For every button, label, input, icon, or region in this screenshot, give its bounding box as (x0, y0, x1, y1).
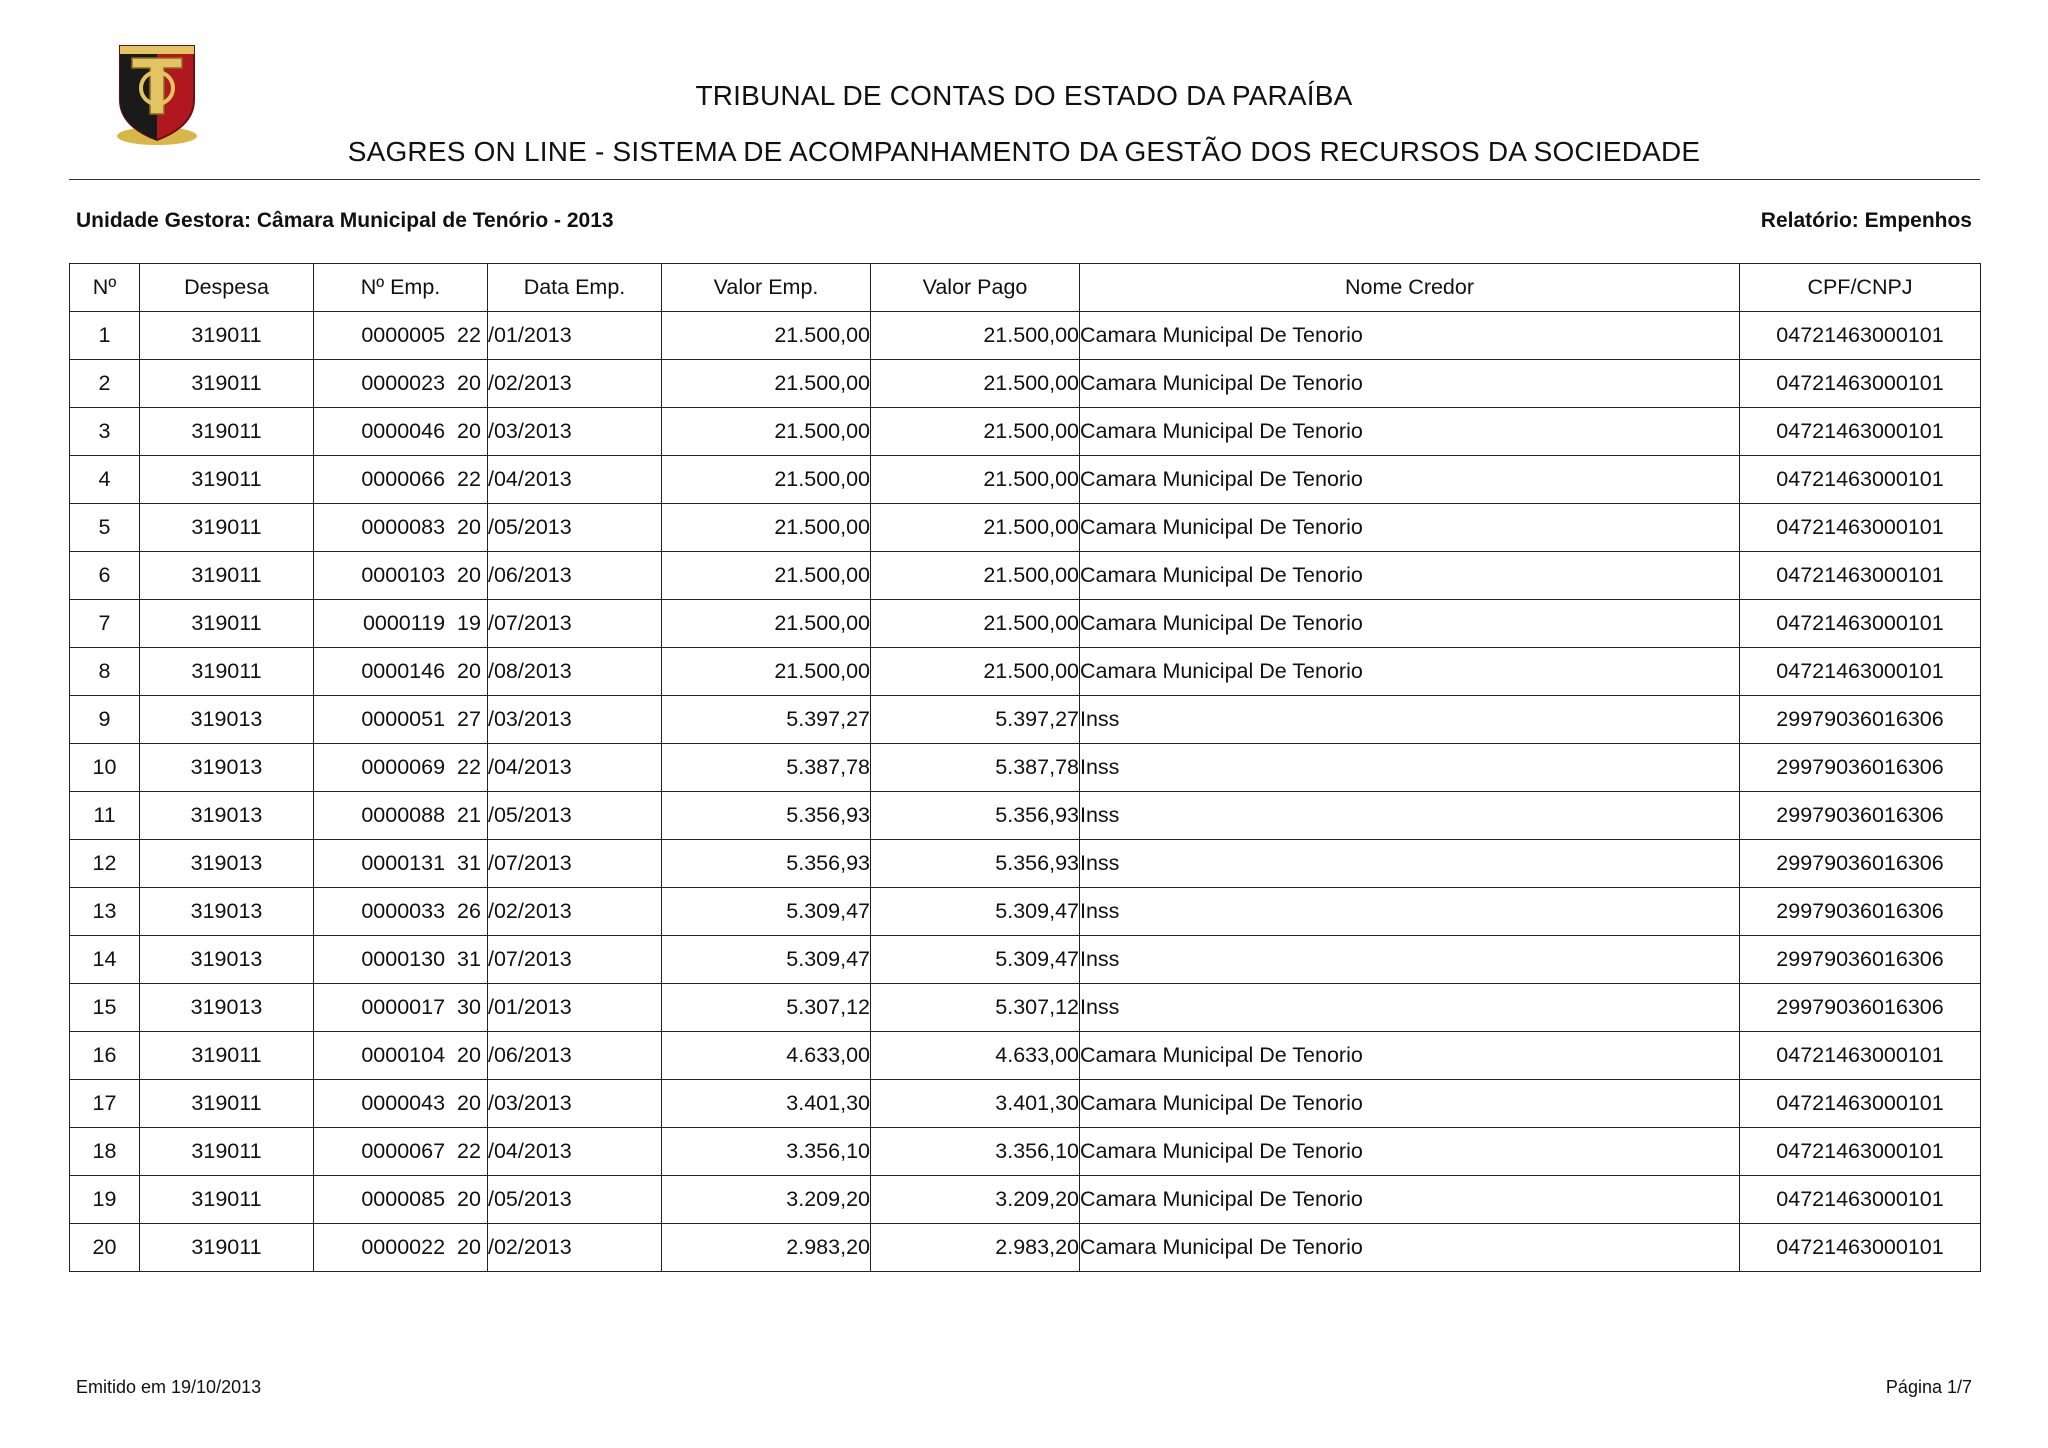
spacer (445, 851, 457, 875)
table-row (70, 936, 1981, 984)
row-number: 12 (70, 840, 140, 888)
cpf-cnpj: 04721463000101 (1740, 648, 1981, 696)
commitment-date: /05/2013 (488, 792, 662, 840)
commitment-value: 21.500,00 (662, 312, 871, 360)
expense-code: 319013 (140, 984, 314, 1032)
commitment-number: 0000022 (361, 1235, 446, 1259)
expense-code: 319013 (140, 792, 314, 840)
commitment-date: /06/2013 (488, 1032, 662, 1080)
header-divider (69, 179, 1980, 180)
paid-value: 5.307,12 (871, 984, 1080, 1032)
creditor-name: Inss (1080, 792, 1740, 840)
commitment-value: 21.500,00 (662, 552, 871, 600)
paid-value: 21.500,00 (871, 504, 1080, 552)
creditor-name: Inss (1080, 696, 1740, 744)
commitment-value: 5.356,93 (662, 792, 871, 840)
cpf-cnpj: 04721463000101 (1740, 1128, 1981, 1176)
spacer (445, 803, 457, 827)
commitment-day: 19 (457, 611, 481, 635)
commitment-value: 21.500,00 (662, 648, 871, 696)
commitment-value: 21.500,00 (662, 456, 871, 504)
commitment-value: 5.309,47 (662, 936, 871, 984)
table-row (70, 840, 1981, 888)
commitment-number: 0000005 (361, 323, 446, 347)
spacer (445, 563, 457, 587)
row-number: 1 (70, 312, 140, 360)
commitment-date: /01/2013 (488, 312, 662, 360)
table-row (70, 696, 1981, 744)
expense-code: 319011 (140, 312, 314, 360)
commitment-number: 0000119 (362, 611, 446, 635)
commitment-date: /03/2013 (488, 696, 662, 744)
cpf-cnpj: 29979036016306 (1740, 840, 1981, 888)
cpf-cnpj: 29979036016306 (1740, 792, 1981, 840)
table-row (70, 648, 1981, 696)
creditor-name: Camara Municipal De Tenorio (1080, 600, 1740, 648)
creditor-name: Camara Municipal De Tenorio (1080, 552, 1740, 600)
table-row (70, 1032, 1981, 1080)
table-row (70, 312, 1981, 360)
commitment-date: /04/2013 (488, 744, 662, 792)
commitment-value: 3.401,30 (662, 1080, 871, 1128)
spacer (445, 1043, 457, 1067)
spacer (445, 995, 457, 1019)
table-row (70, 456, 1981, 504)
col-cpf-cnpj-header: CPF/CNPJ (1740, 264, 1981, 312)
expense-code: 319011 (140, 504, 314, 552)
commitment-number-cell (314, 648, 488, 696)
commitment-number-cell (314, 840, 488, 888)
col-number-header: Nº (70, 264, 140, 312)
table-row (70, 408, 1981, 456)
row-number: 17 (70, 1080, 140, 1128)
commitment-value: 2.983,20 (662, 1224, 871, 1272)
commitment-day: 26 (457, 899, 481, 923)
cpf-cnpj: 29979036016306 (1740, 696, 1981, 744)
creditor-name: Camara Municipal De Tenorio (1080, 312, 1740, 360)
commitment-day: 27 (457, 707, 481, 731)
row-number: 8 (70, 648, 140, 696)
commitment-value: 3.356,10 (662, 1128, 871, 1176)
row-number: 11 (70, 792, 140, 840)
creditor-name: Inss (1080, 744, 1740, 792)
commitment-value: 21.500,00 (662, 600, 871, 648)
paid-value: 21.500,00 (871, 648, 1080, 696)
commitment-date: /04/2013 (488, 456, 662, 504)
commitment-number-cell (314, 744, 488, 792)
row-number: 14 (70, 936, 140, 984)
commitment-number-cell (314, 1128, 488, 1176)
row-number: 5 (70, 504, 140, 552)
paid-value: 21.500,00 (871, 552, 1080, 600)
table-row (70, 504, 1981, 552)
row-number: 4 (70, 456, 140, 504)
commitment-value: 3.209,20 (662, 1176, 871, 1224)
spacer (445, 1235, 457, 1259)
paid-value: 3.401,30 (871, 1080, 1080, 1128)
commitment-day: 31 (457, 947, 481, 971)
commitment-number: 0000130 (361, 947, 446, 971)
cpf-cnpj: 04721463000101 (1740, 1080, 1981, 1128)
commitment-number: 0000043 (361, 1091, 446, 1115)
expense-code: 319011 (140, 456, 314, 504)
spacer (445, 1139, 457, 1163)
expense-code: 319013 (140, 888, 314, 936)
table-row (70, 888, 1981, 936)
paid-value: 2.983,20 (871, 1224, 1080, 1272)
commitment-number-cell (314, 984, 488, 1032)
commitment-number-cell (314, 888, 488, 936)
paid-value: 21.500,00 (871, 600, 1080, 648)
spacer (445, 707, 457, 731)
expense-code: 319011 (140, 1176, 314, 1224)
expense-code: 319011 (140, 1080, 314, 1128)
commitment-number-cell (314, 312, 488, 360)
commitment-number-cell (314, 936, 488, 984)
institution-title: TRIBUNAL DE CONTAS DO ESTADO DA PARAÍBA (695, 80, 1353, 111)
table-row (70, 552, 1981, 600)
creditor-name: Camara Municipal De Tenorio (1080, 456, 1740, 504)
cpf-cnpj: 04721463000101 (1740, 360, 1981, 408)
system-title: SAGRES ON LINE - SISTEMA DE ACOMPANHAMENTO DA GESTÃO DOS RECURSOS DA SOCIEDADE (347, 136, 1701, 167)
commitment-date: /07/2013 (488, 840, 662, 888)
spacer (445, 515, 457, 539)
commitment-number: 0000131 (361, 851, 446, 875)
paid-value: 5.356,93 (871, 792, 1080, 840)
commitment-day: 22 (457, 1139, 481, 1163)
commitment-number-cell (314, 456, 488, 504)
expense-code: 319013 (140, 936, 314, 984)
row-number: 3 (70, 408, 140, 456)
commitment-number: 0000023 (361, 371, 446, 395)
commitment-number-cell (314, 1032, 488, 1080)
col-commitment-number-header: Nº Emp. (314, 264, 488, 312)
expense-code: 319013 (140, 696, 314, 744)
commitment-number: 0000103 (361, 563, 446, 587)
commitment-number-cell (314, 600, 488, 648)
expense-code: 319011 (140, 408, 314, 456)
commitment-day: 20 (457, 659, 481, 683)
commitment-date: /03/2013 (488, 408, 662, 456)
creditor-name: Camara Municipal De Tenorio (1080, 1032, 1740, 1080)
commitment-number: 0000104 (361, 1043, 446, 1067)
commitment-day: 30 (457, 995, 481, 1019)
commitment-number-cell (314, 1080, 488, 1128)
commitment-date: /08/2013 (488, 648, 662, 696)
table-row (70, 600, 1981, 648)
creditor-name: Inss (1080, 984, 1740, 1032)
creditor-name: Inss (1080, 888, 1740, 936)
creditor-name: Camara Municipal De Tenorio (1080, 648, 1740, 696)
spacer (445, 467, 457, 491)
commitment-date: /02/2013 (488, 1224, 662, 1272)
cpf-cnpj: 04721463000101 (1740, 1176, 1981, 1224)
commitment-date: /05/2013 (488, 1176, 662, 1224)
report-type-label: Relatório: Empenhos (1760, 209, 1972, 232)
row-number: 2 (70, 360, 140, 408)
cpf-cnpj: 04721463000101 (1740, 600, 1981, 648)
paid-value: 21.500,00 (871, 408, 1080, 456)
commitment-value: 5.307,12 (662, 984, 871, 1032)
paid-value: 4.633,00 (871, 1032, 1080, 1080)
expense-code: 319011 (140, 552, 314, 600)
commitment-day: 22 (457, 467, 481, 491)
commitment-number: 0000033 (361, 899, 446, 923)
expense-code: 319013 (140, 744, 314, 792)
paid-value: 5.387,78 (871, 744, 1080, 792)
row-number: 6 (70, 552, 140, 600)
spacer (445, 1091, 457, 1115)
spacer (445, 755, 457, 779)
commitment-number: 0000085 (361, 1187, 446, 1211)
spacer (445, 371, 457, 395)
col-commitment-value-header: Valor Emp. (662, 264, 871, 312)
cpf-cnpj: 29979036016306 (1740, 936, 1981, 984)
commitment-number: 0000069 (361, 755, 446, 779)
commitment-number: 0000051 (361, 707, 446, 731)
col-expense-header: Despesa (140, 264, 314, 312)
page-number: Página 1/7 (1885, 1377, 1972, 1397)
commitment-number-cell (314, 504, 488, 552)
expense-code: 319011 (140, 1128, 314, 1176)
cpf-cnpj: 04721463000101 (1740, 312, 1981, 360)
commitment-date: /07/2013 (488, 936, 662, 984)
paid-value: 21.500,00 (871, 456, 1080, 504)
commitment-date: /04/2013 (488, 1128, 662, 1176)
commitment-date: /02/2013 (488, 360, 662, 408)
creditor-name: Inss (1080, 840, 1740, 888)
creditor-name: Camara Municipal De Tenorio (1080, 1224, 1740, 1272)
commitment-number-cell (314, 1224, 488, 1272)
cpf-cnpj: 04721463000101 (1740, 1224, 1981, 1272)
creditor-name: Camara Municipal De Tenorio (1080, 504, 1740, 552)
cpf-cnpj: 04721463000101 (1740, 456, 1981, 504)
creditor-name: Inss (1080, 936, 1740, 984)
commitment-date: /07/2013 (488, 600, 662, 648)
cpf-cnpj: 04721463000101 (1740, 408, 1981, 456)
commitment-value: 21.500,00 (662, 504, 871, 552)
commitment-day: 20 (457, 1187, 481, 1211)
expense-code: 319011 (140, 360, 314, 408)
commitment-date: /01/2013 (488, 984, 662, 1032)
commitment-number-cell (314, 792, 488, 840)
commitment-number-cell (314, 696, 488, 744)
commitment-day: 22 (457, 755, 481, 779)
table-row (70, 792, 1981, 840)
expense-code: 319013 (140, 840, 314, 888)
commitment-value: 5.309,47 (662, 888, 871, 936)
commitment-day: 20 (457, 1043, 481, 1067)
paid-value: 5.309,47 (871, 888, 1080, 936)
commitment-day: 21 (457, 803, 481, 827)
col-creditor-name-header: Nome Credor (1080, 264, 1740, 312)
commitment-number: 0000067 (361, 1139, 446, 1163)
paid-value: 5.309,47 (871, 936, 1080, 984)
commitment-day: 20 (457, 515, 481, 539)
spacer (445, 323, 457, 347)
cpf-cnpj: 29979036016306 (1740, 984, 1981, 1032)
commitment-date: /05/2013 (488, 504, 662, 552)
spacer (445, 419, 457, 443)
commitment-number-cell (314, 408, 488, 456)
commitment-day: 22 (457, 323, 481, 347)
paid-value: 21.500,00 (871, 312, 1080, 360)
creditor-name: Camara Municipal De Tenorio (1080, 1128, 1740, 1176)
table-row (70, 1224, 1981, 1272)
commitment-number: 0000066 (361, 467, 446, 491)
row-number: 9 (70, 696, 140, 744)
cpf-cnpj: 04721463000101 (1740, 504, 1981, 552)
col-commitment-date-header: Data Emp. (488, 264, 662, 312)
paid-value: 3.209,20 (871, 1176, 1080, 1224)
row-number: 10 (70, 744, 140, 792)
commitment-date: /06/2013 (488, 552, 662, 600)
cpf-cnpj: 04721463000101 (1740, 552, 1981, 600)
commitment-value: 5.387,78 (662, 744, 871, 792)
commitment-day: 20 (457, 371, 481, 395)
emission-date: Emitido em 19/10/2013 (76, 1377, 262, 1397)
row-number: 7 (70, 600, 140, 648)
row-number: 16 (70, 1032, 140, 1080)
table-row (70, 360, 1981, 408)
commitment-number-cell (314, 360, 488, 408)
row-number: 20 (70, 1224, 140, 1272)
table-row (70, 1080, 1981, 1128)
commitment-value: 4.633,00 (662, 1032, 871, 1080)
spacer (445, 1187, 457, 1211)
creditor-name: Camara Municipal De Tenorio (1080, 408, 1740, 456)
commitment-date: /02/2013 (488, 888, 662, 936)
table-header-row (70, 264, 1981, 312)
commitment-day: 31 (457, 851, 481, 875)
commitment-number: 0000046 (361, 419, 446, 443)
paid-value: 5.397,27 (871, 696, 1080, 744)
commitment-day: 20 (457, 1091, 481, 1115)
commitment-number: 0000088 (361, 803, 446, 827)
table-row (70, 1128, 1981, 1176)
cpf-cnpj: 04721463000101 (1740, 1032, 1981, 1080)
commitment-value: 21.500,00 (662, 408, 871, 456)
col-paid-value-header: Valor Pago (871, 264, 1080, 312)
commitment-number-cell (314, 552, 488, 600)
commitments-table (69, 263, 1981, 1272)
spacer (445, 611, 457, 635)
expense-code: 319011 (140, 1224, 314, 1272)
paid-value: 3.356,10 (871, 1128, 1080, 1176)
row-number: 18 (70, 1128, 140, 1176)
management-unit-label: Unidade Gestora: Câmara Municipal de Tenório - 2013 (76, 209, 614, 232)
expense-code: 319011 (140, 600, 314, 648)
commitment-value: 5.397,27 (662, 696, 871, 744)
table-row (70, 744, 1981, 792)
commitment-number: 0000017 (361, 995, 446, 1019)
creditor-name: Camara Municipal De Tenorio (1080, 360, 1740, 408)
row-number: 13 (70, 888, 140, 936)
commitment-day: 20 (457, 419, 481, 443)
commitment-value: 5.356,93 (662, 840, 871, 888)
cpf-cnpj: 29979036016306 (1740, 744, 1981, 792)
commitment-number-cell (314, 1176, 488, 1224)
commitment-number: 0000083 (361, 515, 446, 539)
row-number: 15 (70, 984, 140, 1032)
spacer (445, 659, 457, 683)
spacer (445, 947, 457, 971)
spacer (445, 899, 457, 923)
expense-code: 319011 (140, 1032, 314, 1080)
commitment-number: 0000146 (361, 659, 446, 683)
table-row (70, 1176, 1981, 1224)
table-row (70, 984, 1981, 1032)
creditor-name: Camara Municipal De Tenorio (1080, 1080, 1740, 1128)
commitment-date: /03/2013 (488, 1080, 662, 1128)
expense-code: 319011 (140, 648, 314, 696)
paid-value: 21.500,00 (871, 360, 1080, 408)
commitment-day: 20 (457, 563, 481, 587)
commitment-day: 20 (457, 1235, 481, 1259)
cpf-cnpj: 29979036016306 (1740, 888, 1981, 936)
commitment-value: 21.500,00 (662, 360, 871, 408)
row-number: 19 (70, 1176, 140, 1224)
creditor-name: Camara Municipal De Tenorio (1080, 1176, 1740, 1224)
paid-value: 5.356,93 (871, 840, 1080, 888)
